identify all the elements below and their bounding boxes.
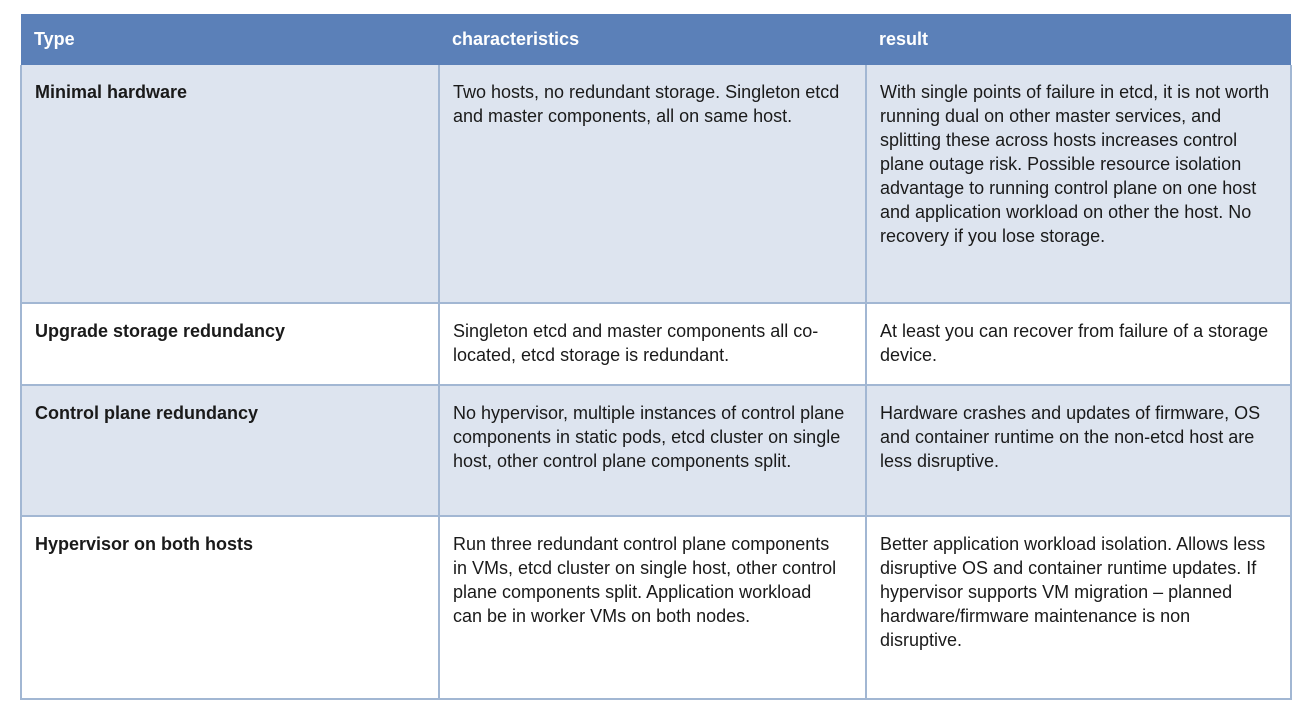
cell-type: Upgrade storage redundancy [21, 303, 439, 385]
table-row [21, 65, 1291, 303]
column-header-type: Type [21, 14, 439, 65]
cell-result: With single points of failure in etcd, it is not worth running dual on other master services, and splitting these across hosts increases control plane outage risk. Possible resource isolation advantage to running control plane on one host and application workload on other the host. No recovery if you lose storage. [866, 65, 1291, 303]
cell-characteristics: Singleton etcd and master components all co-located, etcd storage is redundant. [439, 303, 866, 385]
cell-characteristics: Two hosts, no redundant storage. Singleton etcd and master components, all on same host. [439, 65, 866, 303]
table-row [21, 303, 1291, 385]
cell-characteristics: No hypervisor, multiple instances of control plane components in static pods, etcd cluster on single host, other control plane components split. [439, 385, 866, 516]
column-header-characteristics: characteristics [439, 14, 866, 65]
cluster-options-table [20, 14, 1292, 700]
cell-type: Control plane redundancy [21, 385, 439, 516]
cell-type: Minimal hardware [21, 65, 439, 303]
table-row [21, 385, 1291, 516]
cell-result: At least you can recover from failure of a storage device. [866, 303, 1291, 385]
cell-type: Hypervisor on both hosts [21, 516, 439, 699]
cell-result: Better application workload isolation. Allows less disruptive OS and container runtime updates. If hypervisor supports VM migration – planned hardware/firmware maintenance is non disruptive. [866, 516, 1291, 699]
table-row [21, 516, 1291, 699]
cell-characteristics: Run three redundant control plane components in VMs, etcd cluster on single host, other control plane components split. Application workload can be in worker VMs on both nodes. [439, 516, 866, 699]
header-row [21, 14, 1291, 65]
column-header-result: result [866, 14, 1291, 65]
cell-result: Hardware crashes and updates of firmware, OS and container runtime on the non-etcd host are less disruptive. [866, 385, 1291, 516]
cluster-options-table-container [20, 14, 1292, 700]
